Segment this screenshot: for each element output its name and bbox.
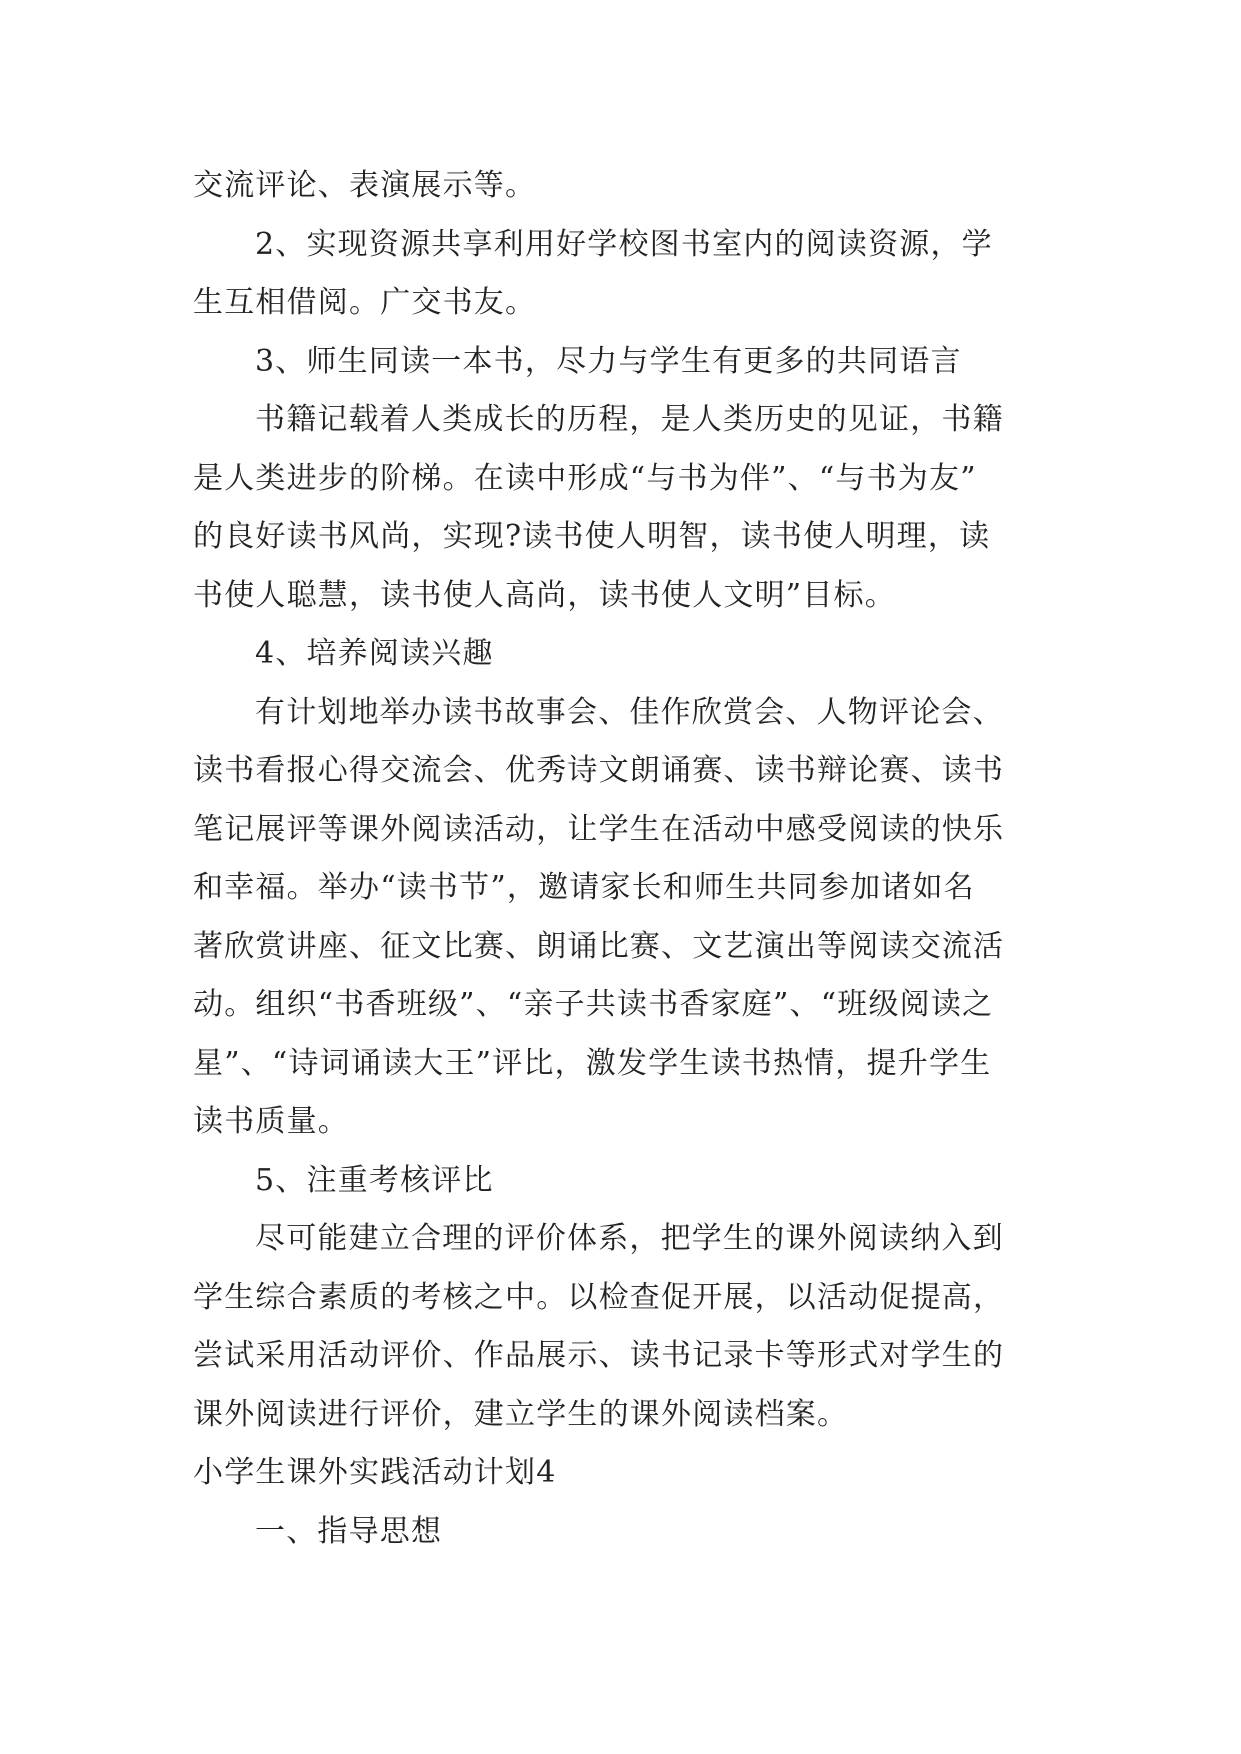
text-line: 生互相借阅。广交书友。 bbox=[193, 285, 537, 320]
text-line: 笔记展评等课外阅读活动，让学生在活动中感受阅读的快乐 bbox=[193, 811, 1005, 847]
paragraph-start: 有计划地举办读书故事会、佳作欣赏会、人物评论会、 bbox=[255, 694, 1004, 730]
text-line: 星”、“诗词诵读大王”评比，激发学生读书热情，提升学生 bbox=[193, 1045, 992, 1081]
text-line: 和幸福。举办“读书节”，邀请家长和师生共同参加诸如名 bbox=[193, 870, 975, 905]
paragraph-start: 尽可能建立合理的评价体系，把学生的课外阅读纳入到 bbox=[255, 1221, 1004, 1256]
section-heading: 一、指导思想 bbox=[255, 1513, 443, 1549]
list-item-3: 3、师生同读一本书，尽力与学生有更多的共同语言 bbox=[255, 343, 962, 379]
list-item-2: 2、实现资源共享利用好学校图书室内的阅读资源，学 bbox=[255, 226, 993, 262]
text-line: 著欣赏讲座、征文比赛、朗诵比赛、文艺演出等阅读交流活 bbox=[193, 928, 1005, 964]
text-line: 是人类进步的阶梯。在读中形成“与书为伴”、“与书为友” bbox=[193, 460, 977, 496]
text-line: 交流评论、表演展示等。 bbox=[193, 168, 537, 203]
text-line: 尝试采用活动评价、作品展示、读书记录卡等形式对学生的 bbox=[193, 1338, 1005, 1373]
text-line: 读书质量。 bbox=[193, 1104, 349, 1139]
text-line: 的良好读书风尚，实现?读书使人明智，读书使人明理，读 bbox=[193, 519, 991, 554]
text-line: 读书看报心得交流会、优秀诗文朗诵赛、读书辩论赛、读书 bbox=[193, 753, 1005, 788]
text-line: 学生综合素质的考核之中。以检查促开展，以活动促提高， bbox=[193, 1279, 1005, 1315]
text-line: 书使人聪慧，读书使人高尚，读书使人文明”目标。 bbox=[193, 577, 896, 613]
section-title: 小学生课外实践活动计划4 bbox=[193, 1455, 557, 1490]
text-line: 动。组织“书香班级”、“亲子共读书香家庭”、“班级阅读之 bbox=[193, 987, 994, 1022]
list-item-5: 5、注重考核评比 bbox=[255, 1162, 494, 1198]
document-body bbox=[193, 157, 1093, 1561]
paragraph-start: 书籍记载着人类成长的历程，是人类历史的见证，书籍 bbox=[255, 402, 1004, 437]
text-line: 课外阅读进行评价，建立学生的课外阅读档案。 bbox=[193, 1396, 849, 1432]
list-item-4: 4、培养阅读兴趣 bbox=[255, 636, 494, 671]
